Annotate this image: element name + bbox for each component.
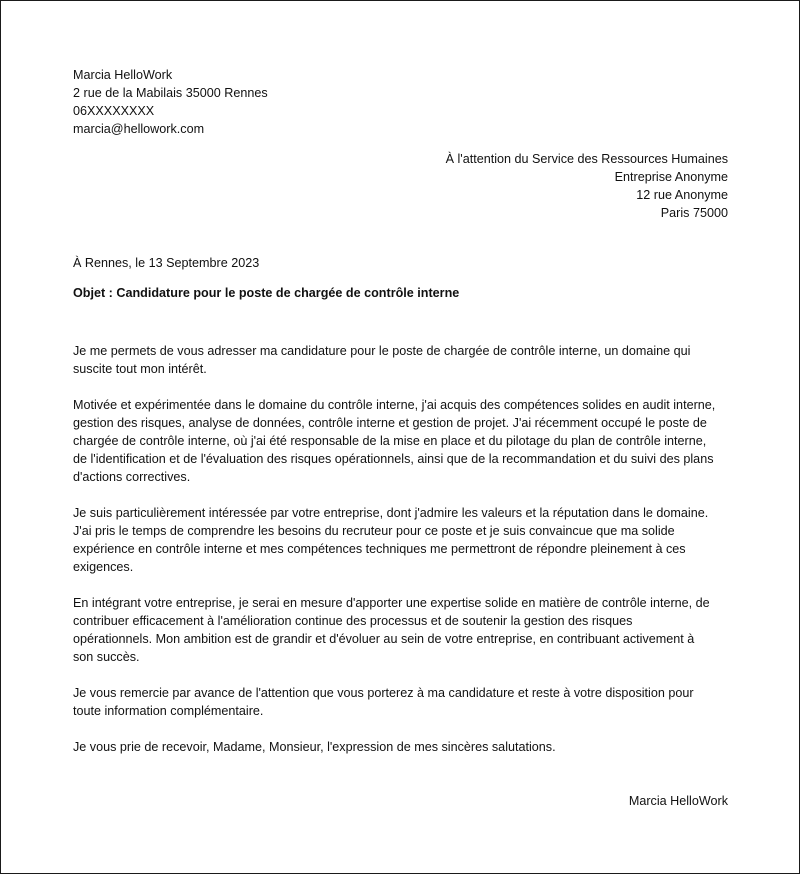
body-paragraph-closing [73,738,733,756]
paragraph-line: d'actions correctives. [73,470,191,484]
sender-phone: 06XXXXXXXX [73,104,155,118]
paragraph-line: chargée de contrôle interne, où j'ai été responsable de la mise en place et du pilotage du plan de contrôle interne, [73,434,707,448]
recipient-company: Entreprise Anonyme [614,170,728,184]
body-paragraph-ambition [73,594,733,666]
paragraph-line: gestion des risques, analyse de données, contrôle interne et gestion de projet. J'ai récemment occupé le poste de [73,416,707,430]
body-paragraph-experience [73,396,733,486]
body-paragraph-motivation [73,504,733,576]
recipient-street: 12 rue Anonyme [636,188,728,202]
paragraph-line: expérience en contrôle interne et mes compétences techniques me permettront de répondre pleinement à ces [73,542,686,556]
paragraph-line: Je suis particulièrement intéressée par votre entreprise, dont j'admire les valeurs et la réputation dans le domaine. [73,506,709,520]
sender-email: marcia@hellowork.com [73,122,205,136]
paragraph-line: Je me permets de vous adresser ma candidature pour le poste de chargée de contrôle interne, un domaine qui [73,344,691,358]
body-paragraph-thanks [73,684,733,720]
body-paragraph-intro [73,342,733,378]
recipient-attention: À l'attention du Service des Ressources Humaines [445,152,728,166]
signature: Marcia HelloWork [628,794,728,808]
paragraph-line: contribuer efficacement à l'amélioration continue des processus et de soutenir la gestion des risques [73,614,633,628]
paragraph-line: de l'identification et de l'évaluation des risques opérationnels, ainsi que de la recommandation et du suivi des plans [73,452,714,466]
sender-address: 2 rue de la Mabilais 35000 Rennes [73,86,268,100]
paragraph-line: suscite tout mon intérêt. [73,362,207,376]
paragraph-line: exigences. [73,560,134,574]
paragraph-line: En intégrant votre entreprise, je serai en mesure d'apporter une expertise solide en matière de contrôle interne, de [73,596,710,610]
recipient-block [446,150,728,222]
sender-block [73,66,268,138]
paragraph-line: son succès. [73,650,140,664]
recipient-city: Paris 75000 [660,206,728,220]
letter-subject: Objet : Candidature pour le poste de chargée de contrôle interne [73,286,460,300]
paragraph-line: toute information complémentaire. [73,704,264,718]
paragraph-line: opérationnels. Mon ambition est de grandir et d'évoluer au sein de votre entreprise, en contribuant activement à [73,632,695,646]
paragraph-line: J'ai pris le temps de comprendre les besoins du recruteur pour ce poste et je suis convaincue que ma solide [73,524,675,538]
paragraph-line: Je vous prie de recevoir, Madame, Monsieur, l'expression de mes sincères salutations. [73,740,556,754]
sender-name: Marcia HelloWork [73,68,173,82]
paragraph-line: Motivée et expérimentée dans le domaine du contrôle interne, j'ai acquis des compétences solides en audit interne, [73,398,716,412]
place-date: À Rennes, le 13 Septembre 2023 [73,256,260,270]
paragraph-line: Je vous remercie par avance de l'attention que vous porterez à ma candidature et reste à votre disposition pour [73,686,694,700]
